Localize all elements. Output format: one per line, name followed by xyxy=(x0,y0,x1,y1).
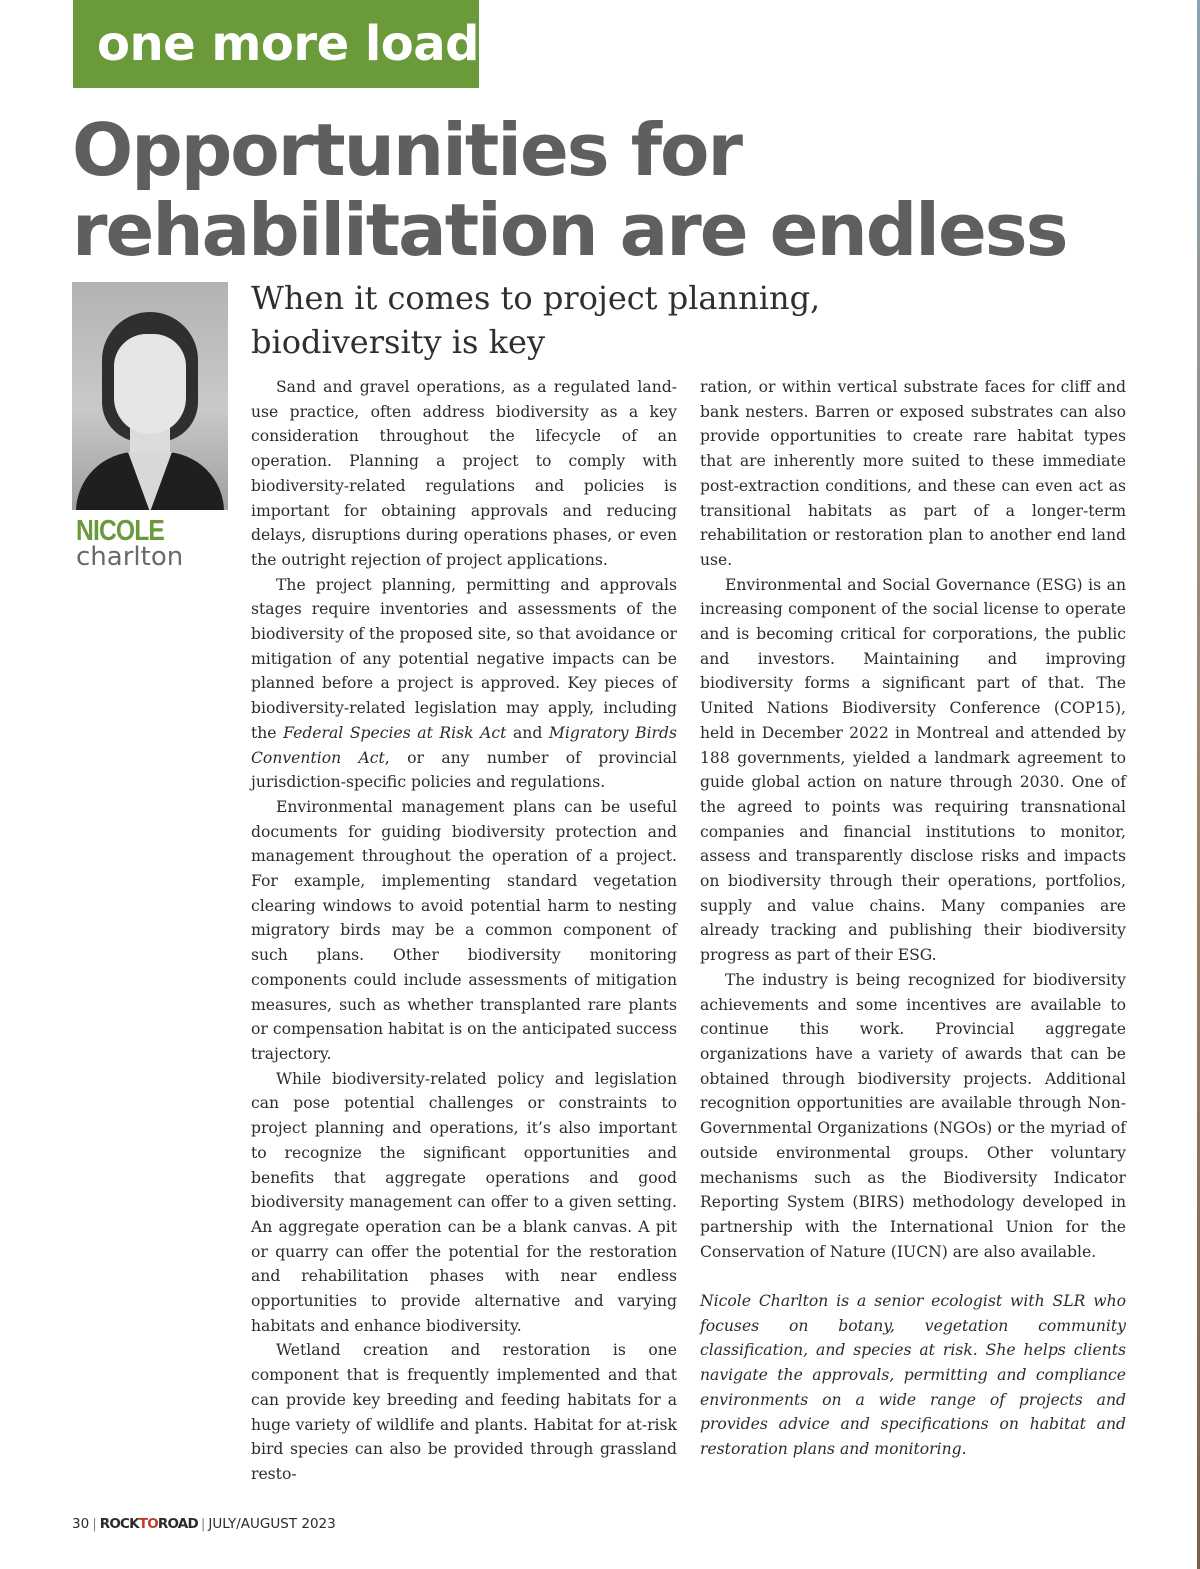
author-bio: Nicole Charlton is a senior ecologist with SLR who focuses on botany, vegetation community classification, and species at risk. She helps clients navigate the approvals, permitting and compliance environments on a wide range of projects and provides advice and specifications on habitat and restoration plans and monitoring. xyxy=(700,1291,1126,1459)
paragraph: The industry is being recognized for biodiversity achievements and some incentives are available to continue this work. Provincial aggregate organizations have a variety of awards that can be obtained through biodiversity projects. Additional recognition opportunities are available through Non-Governmental Organizations (NGOs) or the myriad of outside environmental groups. Other voluntary mechanisms such as the Biodiversity Indicator Reporting System (BIRS) methodology developed in partnership with the International Union for the Conservation of Nature (IUCN) are also available. xyxy=(700,970,1126,1261)
legislation-title: Federal Species at Risk Act xyxy=(283,723,507,742)
paragraph: ration, or within vertical substrate faces for cliff and bank nesters. Barren or exposed substrates can also provide opportunities to create rare habitat types that are inherently more suited to these immediate post-extraction conditions, and these can even act as transitional habitats as part of a longer-term rehabilitation or restoration plan to another end land use. xyxy=(700,378,1126,569)
section-tag: one more load xyxy=(73,0,479,88)
deck-line-1: When it comes to project planning, xyxy=(251,279,821,317)
headline-line-1: Opportunities for xyxy=(72,108,742,192)
paragraph: While biodiversity-related policy and legislation can pose potential challenges or constraints to project planning and operations, it’s also important to recognize the significant opportunities and benefits that aggregate operations and good biodiversity management can offer to a given setting. An aggregate operation can be a blank canvas. A pit or quarry can offer the potential for the restoration and rehabilitation phases with near endless opportunities to provide alternative and varying habitats and enhance biodiversity. xyxy=(251,1069,677,1335)
body-column-left xyxy=(251,375,677,1487)
paragraph: The project planning, permitting and approvals stages require inventories and assessments of the biodiversity of the proposed site, so that avoidance or mitigation of any potential negative impacts can be planned before a project is approved. Key pieces of biodiversity-related legislation may apply, including the Federal Species at Risk Act and Migratory Birds Convention Act, or any number of provincial jurisdiction-specific policies and regulations. xyxy=(251,575,677,792)
paragraph: Environmental and Social Governance (ESG) is an increasing component of the social license to operate and is becoming critical for corporations, the public and investors. Maintaining and improving biodiversity forms a significant part of that. The United Nations Biodiversity Conference (COP15), held in December 2022 in Montreal and attended by 188 governments, yielded a landmark agreement to guide global action on nature through 2030. One of the agreed to points was requiring transnational companies and financial institutions to monitor, assess and transparently disclose risks and impacts on biodiversity through their operations, portfolios, supply and value chains. Many companies are already tracking and publishing their biodiversity progress as part of their ESG. xyxy=(700,575,1126,965)
author-last-name: charlton xyxy=(76,542,184,572)
page-number: 30 xyxy=(72,1516,90,1532)
headline-line-2: rehabilitation are endless xyxy=(72,188,1067,272)
legislation-title: Migratory Birds Convention Act xyxy=(251,723,677,767)
paragraph: Environmental management plans can be useful documents for guiding biodiversity protection and management throughout the operation of a project. For example, implementing standard vegetation clearing windows to avoid potential harm to nesting migratory birds may be a common component of such plans. Other biodiversity monitoring components could include assessments of mitigation measures, such as whether transplanted rare plants or compensation habitat is on the anticipated success trajectory. xyxy=(251,797,677,1063)
deck-line-2: biodiversity is key xyxy=(251,323,546,361)
paragraph: Sand and gravel operations, as a regulated land-use practice, often address biodiversity as a key consideration throughout the lifecycle of an operation. Planning a project to comply with biodiversity-related regulations and policies is important for obtaining approvals and reducing delays, disruptions during operations phases, or even the outright rejection of project applications. xyxy=(251,378,677,569)
author-photo xyxy=(72,282,228,510)
paragraph: Wetland creation and restoration is one component that is frequently implemented and that can provide key breeding and feeding habitats for a huge variety of wildlife and plants. Habitat for at-risk bird species can also be provided through grassland resto- xyxy=(251,1341,677,1483)
deck xyxy=(251,276,851,364)
issue-date: JULY/AUGUST 2023 xyxy=(208,1516,336,1532)
author-first-name: NICOLE xyxy=(76,515,165,547)
page-footer: 30 | ROCKTOROAD | JULY/AUGUST 2023 xyxy=(72,1516,336,1532)
magazine-brand: ROCKTOROAD xyxy=(99,1516,198,1532)
headline xyxy=(72,110,1182,270)
body-column-right xyxy=(700,375,1126,1462)
